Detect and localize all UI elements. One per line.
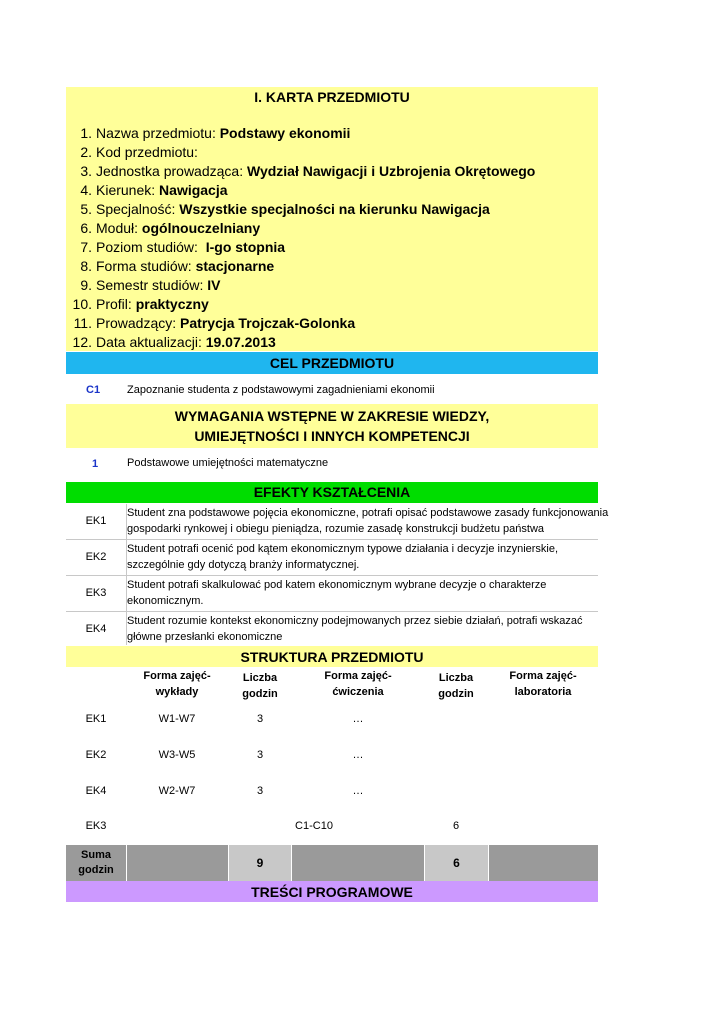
table-cell-cwiczenia: … [352, 749, 364, 761]
list-item: 4. Kierunek: Nawigacja [80, 182, 228, 198]
col-header-godziny-2: Liczba godzin [438, 672, 474, 700]
table-cell-cwiczenia: … [352, 713, 364, 725]
list-item: 8. Forma studiów: stacjonarne [80, 258, 275, 274]
efekty-title: EFEKTY KSZTAŁCENIA [253, 484, 411, 500]
table-cell-godziny: 3 [256, 749, 264, 761]
ek-description: Student potrafi ocenić pod kątem ekonomicznym typowe działania i decyzje inzynierskie, szczególnie gdy dotyczą branży informatycznej. [127, 543, 559, 571]
sum-cell-laboratoria [489, 845, 598, 881]
list-item: 5. Specjalność: Wszystkie specjalności na kierunku Nawigacja [80, 201, 490, 217]
sum-cell-wyklady [127, 845, 228, 881]
sum-label-line1: Suma [81, 849, 111, 861]
list-item: 9. Semestr studiów: IV [80, 277, 221, 293]
sum-hours-1: 9 [256, 856, 264, 870]
ek-code: EK3 [85, 587, 107, 599]
col-header-wyklady: Forma zajęć- wykłady [143, 670, 211, 698]
cel-code: C1 [86, 384, 101, 396]
page-title: I. KARTA PRZEDMIOTU [254, 89, 410, 105]
table-cell-ek: EK4 [85, 785, 107, 797]
tresci-section-header [66, 881, 598, 902]
struktura-title: STRUKTURA PRZEDMIOTU [240, 649, 424, 665]
table-row [66, 612, 598, 648]
list-item: 1. Nazwa przedmiotu: Podstawy ekonomii [80, 125, 351, 141]
ek-description: Student rozumie kontekst ekonomiczny podejmowanych przez siebie działań, potrafi wskazać główne przesłanki ekonomiczne [127, 615, 583, 643]
table-cell-ek: EK1 [85, 713, 107, 725]
table-cell-godziny: 3 [256, 785, 264, 797]
table-cell-cwiczenia: C1-C10 [295, 820, 333, 832]
table-cell-godziny: 6 [452, 820, 460, 832]
table-cell-wyklady: W2-W7 [158, 785, 196, 797]
table-row [66, 504, 609, 540]
table-cell-ek: EK2 [85, 749, 107, 761]
sum-label-line2: godzin [78, 864, 114, 876]
col-header-godziny-1: Liczba godzin [242, 672, 278, 700]
ek-code: EK1 [85, 515, 107, 527]
table-cell-godziny: 3 [256, 713, 264, 725]
ek-code: EK2 [85, 551, 107, 563]
wymagania-title-line2: UMIEJĘTNOŚCI I INNYCH KOMPETENCJI [194, 428, 470, 444]
list-item: 12. Data aktualizacji: 19.07.2013 [72, 334, 276, 350]
grid-line [66, 575, 598, 576]
ek-description: Student potrafi skalkulować pod katem ekonomicznym wybrane decyzje o charakterze ekonomicznym. [127, 579, 547, 607]
list-item: 3. Jednostka prowadząca: Wydział Nawigacji i Uzbrojenia Okrętowego [80, 163, 536, 179]
struktura-section-header [66, 646, 598, 667]
wymagania-title-line1: WYMAGANIA WSTĘPNE W ZAKRESIE WIEDZY, [174, 408, 490, 424]
cel-title: CEL PRZEDMIOTU [269, 355, 395, 371]
sum-cell-godziny-1 [229, 845, 291, 881]
grid-line [66, 611, 598, 612]
sum-cell-godziny-2 [425, 845, 488, 881]
wymagania-section-header [66, 404, 598, 448]
wymagania-code: 1 [92, 458, 99, 470]
grid-line [66, 539, 598, 540]
list-item: 7. Poziom studiów: I-go stopnia [80, 239, 286, 255]
col-header-laboratoria: Forma zajęć- laboratoria [509, 670, 577, 698]
list-item: 11. Prowadzący: Patrycja Trojczak-Golonka [73, 315, 356, 331]
table-cell-cwiczenia: … [352, 785, 364, 797]
table-cell-wyklady: W3-W5 [158, 749, 196, 761]
table-cell-ek: EK3 [85, 820, 107, 832]
col-header-cwiczenia: Forma zajęć- ćwiczenia [324, 670, 392, 698]
cel-section-header [66, 352, 598, 374]
efekty-section-header [66, 482, 598, 503]
sum-label-cell [66, 845, 126, 881]
course-info-list [66, 124, 598, 352]
table-row [66, 576, 598, 612]
cel-text: Zapoznanie studenta z podstawowymi zagadnieniami ekonomii [127, 384, 435, 396]
list-item: 2. Kod przedmiotu: [80, 144, 198, 160]
list-item: 6. Moduł: ogólnouczelniany [80, 220, 261, 236]
sum-cell-cwiczenia [292, 845, 424, 881]
ek-code: EK4 [85, 623, 107, 635]
wymagania-text: Podstawowe umiejętności matematyczne [127, 457, 329, 469]
list-item: 10. Profil: praktyczny [72, 296, 209, 312]
sum-hours-2: 6 [453, 856, 460, 870]
ek-description: Student zna podstawowe pojęcia ekonomiczne, potrafi opisać podstawowe zasady funkcjonowania gospodarki rynkowej i obiegu pieniądza, rozumie zasadę konstrukcji budżetu państwa [127, 507, 609, 535]
table-cell-wyklady: W1-W7 [158, 713, 196, 725]
table-row [66, 540, 598, 576]
tresci-title: TREŚCI PROGRAMOWE [251, 884, 413, 900]
